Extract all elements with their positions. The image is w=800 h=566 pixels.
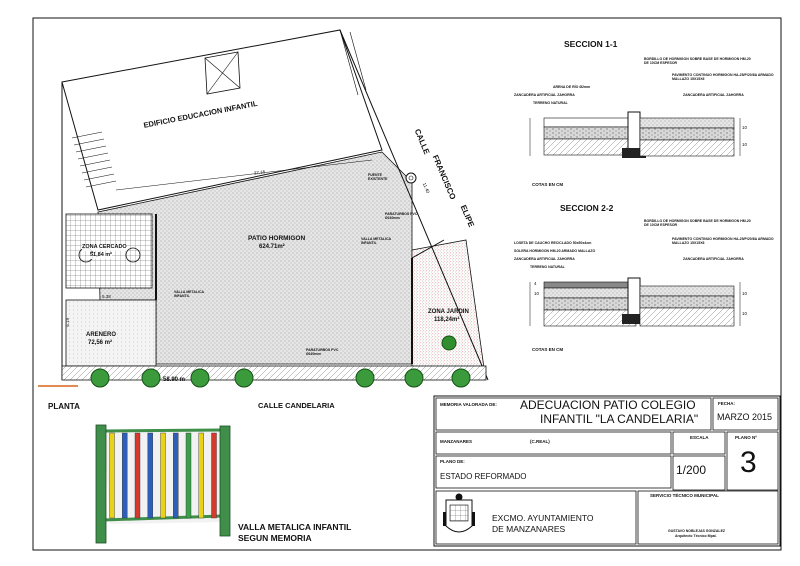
s1-cotas: COTAS EN CM: [532, 182, 564, 187]
memoria-label: MEMORIA VALORADA DE:: [440, 402, 497, 407]
servicio-label: SERVICIO TÉCNICO MUNICIPAL: [650, 493, 719, 498]
s2-label-loseta: LOSETA DE CAUCHO RECICLADO 50x50x4cm: [514, 241, 592, 245]
dim-left-side: 6.19: [65, 317, 71, 327]
province-value: (C.REAL): [530, 439, 550, 444]
place-value: MANZANARES: [440, 439, 472, 444]
elipe-word: ELIPE: [458, 203, 476, 229]
tree-icon: [452, 369, 470, 387]
signer-role: Arquitecto Técnico Mpal.: [675, 534, 717, 538]
fecha-value: MARZO 2015: [717, 412, 773, 422]
dim-right-wall: 11.40: [421, 181, 431, 194]
s2-label-terreno: TERRENO NATURAL: [530, 265, 565, 269]
zona-cercado-area: 51,84 m²: [90, 252, 113, 258]
plano-n-value: 3: [740, 446, 757, 479]
fence-bar: [148, 433, 153, 518]
fence-bar: [110, 433, 115, 518]
s2-label-pavimento: PAVIMENTO CONTINUO HORMIGON HA-25/P/20/IIA ARMADO MALLAZO 15X15X6: [672, 237, 774, 245]
fuente-label: FUENTE EXISTENTE: [368, 173, 388, 181]
project-title-line1: ADECUACION PATIO COLEGIO: [520, 398, 696, 412]
section-1-1-drawing: [530, 112, 740, 158]
paraturbos-label-1: PARATURBOS PVC Ø160mm: [385, 212, 418, 220]
fence-bar: [212, 433, 217, 518]
valla-label-1: VALLA METALICA INFANTIL: [361, 237, 391, 245]
dim-bottom-total: 58.90 m: [163, 377, 186, 383]
fecha-label: FECHA:: [718, 401, 735, 406]
arenero-label: ARENERO: [86, 332, 117, 338]
signer-name: GUSTAVO NOBLEJAS GONZALEZ: [668, 529, 726, 533]
s2-dim-1: 4: [534, 281, 537, 286]
s1-dim-2: 10: [742, 142, 748, 147]
patio-name: PATIO HORMIGON: [248, 235, 306, 242]
ayto-line1: EXCMO. AYUNTAMIENTO: [492, 513, 594, 523]
patio-area: 624.71m²: [259, 244, 285, 250]
fence-bar: [199, 433, 204, 518]
escala-value: 1/200: [676, 463, 707, 477]
fence-caption-line2: SEGUN MEMORIA: [238, 533, 312, 543]
plano-de-label: PLANO DE:: [440, 459, 465, 464]
s2-cotas: COTAS EN CM: [532, 347, 564, 352]
s1-label-pavimento: PAVIMENTO CONTINUO HORMIGON HA-25/P/20/IIA ARMADO MALLAZO 15X15X6: [672, 73, 774, 81]
fence-illustration: [96, 425, 230, 543]
plano-n-label: PLANO Nº: [735, 435, 757, 440]
fence-caption-line1: VALLA METALICA INFANTIL: [238, 522, 352, 532]
tree-icon: [405, 369, 423, 387]
fence-bar: [161, 433, 166, 518]
tree-icon: [142, 369, 160, 387]
planta-label: PLANTA: [48, 402, 80, 411]
s1-label-bordillo: BORDILLO DE HORMIGON SOBRE BASE DE HORMIGON HM-20 DE 10CM ESPESOR: [644, 57, 751, 65]
section-2-2-drawing: [530, 278, 740, 326]
valla-label-2: VALLA METALICA INFANTIL: [174, 290, 204, 298]
tree-icon: [191, 369, 209, 387]
plano-de-value: ESTADO REFORMADO: [440, 472, 527, 481]
tree-icon: [91, 369, 109, 387]
calle-word: CALLE: [412, 127, 432, 156]
fence-post-right: [220, 426, 230, 536]
s2-dim-2: 10: [534, 291, 540, 296]
zona-jardin-area: 118,24m²: [434, 317, 460, 323]
zona-jardin-label: ZONA JARDIN: [428, 309, 469, 315]
s1-label-zahorra-right: ZANCADERA ARTIFICIAL ZAHORRA: [683, 93, 744, 97]
francisco-word: FRANCISCO: [430, 153, 458, 201]
edificio-label: EDIFICIO EDUCACION INFANTIL: [142, 98, 259, 130]
coat-of-arms-icon: [443, 494, 475, 533]
tree-icon: [356, 369, 374, 387]
s1-label-terreno: TERRENO NATURAL: [533, 101, 568, 105]
section-1-1-title: SECCION 1-1: [564, 39, 618, 49]
s1-dim-1: 10: [742, 125, 748, 130]
fence-bar: [173, 433, 178, 518]
s2-label-zahorra-right: ZANCADERA ARTIFICIAL ZAHORRA: [683, 257, 744, 261]
arenero-area: 72,56 m²: [88, 340, 113, 346]
project-title-line2: INFANTIL "LA CANDELARIA": [540, 412, 699, 426]
s1-label-zahorra-left: ZANCADERA ARTIFICIAL ZAHORRA: [514, 93, 575, 97]
calle-candelaria-label: CALLE CANDELARIA: [258, 401, 335, 410]
s2-label-bordillo: BORDILLO DE HORMIGON SOBRE BASE DE HORMIGON HM-20 DE 10CM ESPESOR: [644, 219, 751, 227]
tree-icon: [235, 369, 253, 387]
escala-label: ESCALA: [690, 435, 709, 440]
s2-dim-3: 10: [742, 291, 748, 296]
dim-mid: 5.38: [102, 294, 111, 299]
ayto-line2: DE MANZANARES: [492, 524, 566, 534]
fence-bar: [186, 433, 191, 518]
s2-label-zahorra-left: ZANCADERA ARTIFICIAL ZAHORRA: [514, 257, 575, 261]
s2-label-solera: SOLERA HORMIGON HM-20 ARMADO MALLAZO: [514, 249, 596, 253]
fence-bar: [135, 433, 140, 518]
fuente-icon: [406, 173, 416, 183]
shrub-icon: [442, 336, 456, 350]
paraturbos-label-2: PARATURBOS PVC Ø160mm: [306, 348, 339, 356]
dim-top: 27.15: [253, 169, 266, 176]
fence-post-left: [96, 425, 106, 543]
section-2-2-title: SECCION 2-2: [560, 203, 614, 213]
fence-bar: [122, 433, 127, 518]
zona-cercado-label: ZONA CERCADO: [82, 244, 127, 250]
s2-dim-4: 10: [742, 311, 748, 316]
s1-label-arena: ARENA DE RÍO Ø2mm: [553, 85, 591, 89]
